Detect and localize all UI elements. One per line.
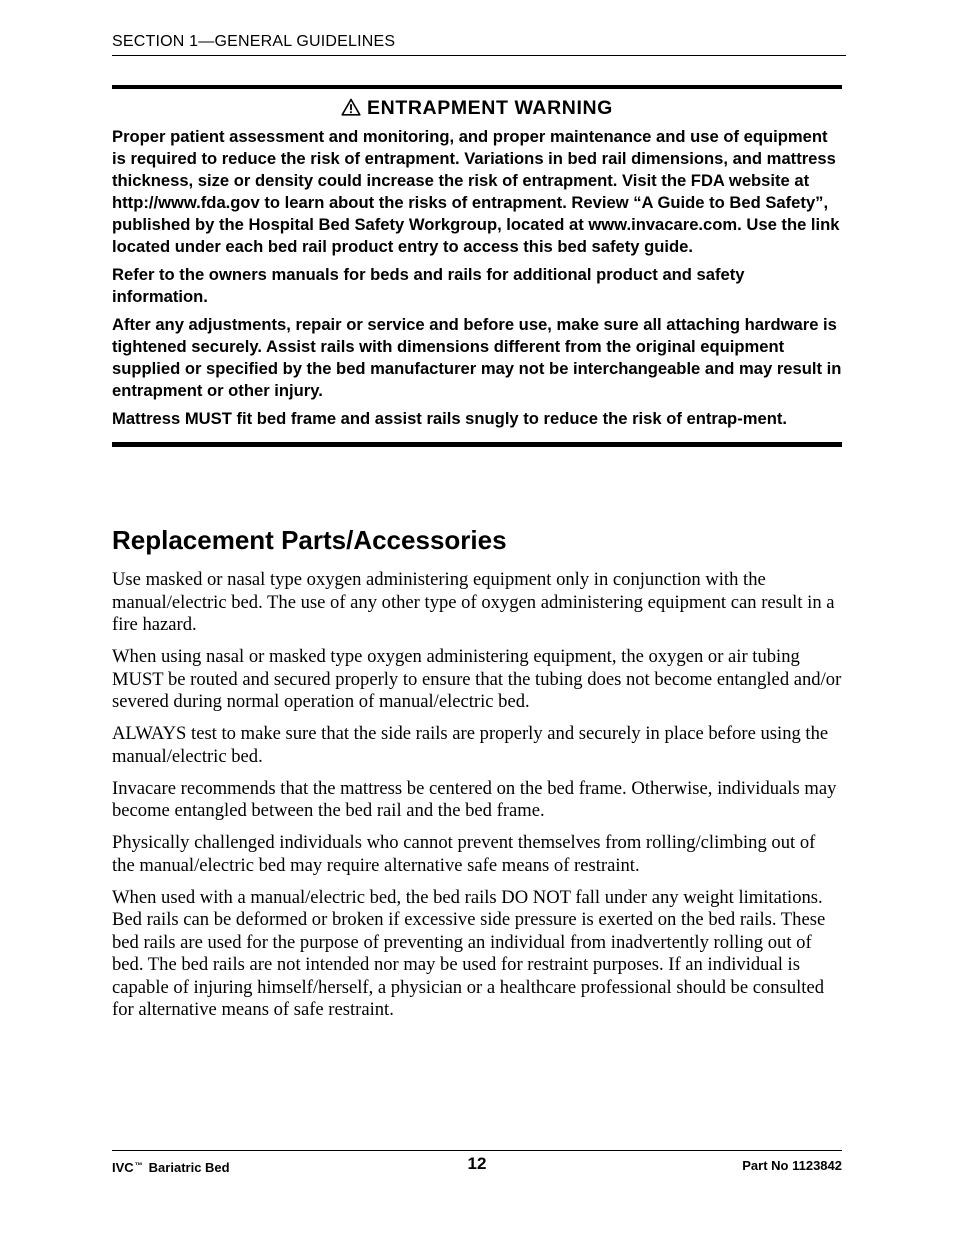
footer-divider <box>112 1150 842 1151</box>
product-name: IVC <box>112 1160 134 1175</box>
page-header <box>112 32 846 52</box>
section-heading: Replacement Parts/Accessories <box>112 525 507 555</box>
warning-heading <box>112 95 842 121</box>
warning-top-rule <box>112 85 842 89</box>
section-body <box>112 569 842 1031</box>
product-model: Bariatric Bed <box>148 1160 230 1175</box>
section-title: SECTION 1—GENERAL GUIDELINES <box>112 33 396 50</box>
body-paragraph: Invacare recommends that the mattress be centered on the bed frame. Otherwise, individuals may become entangled between the bed rail and the bed frame. <box>112 777 837 821</box>
warning-paragraph: Mattress MUST fit bed frame and assist rails snugly to reduce the risk of entrap-ment. <box>112 409 787 428</box>
warning-paragraph: Refer to the owners manuals for beds and rails for additional product and safety information. <box>112 265 745 306</box>
part-number: Part No 1123842 <box>742 1158 842 1173</box>
warning-bottom-rule <box>112 442 842 447</box>
body-paragraph: Use masked or nasal type oxygen administering equipment only in conjunction with the manual/electric bed. The use of any other type of oxygen administering equipment can result in a fire hazard. <box>112 569 835 635</box>
page-footer <box>112 1150 842 1180</box>
body-paragraph: Physically challenged individuals who cannot prevent themselves from rolling/climbing out of the manual/electric bed may require alternative safe means of restraint. <box>112 832 816 876</box>
warning-paragraph: After any adjustments, repair or service and before use, make sure all attaching hardware is tightened securely. Assist rails with dimensions different from the original equipment supplied or specified by the bed manufacturer may not be interchangeable and may result in entrapment or other injury. <box>112 315 842 400</box>
page-number: 12 <box>467 1154 487 1173</box>
body-paragraph: When used with a manual/electric bed, the bed rails DO NOT fall under any weight limitations. Bed rails can be deformed or broken if excessive side pressure is exerted on the bed rails. These bed rails are used for the purpose of preventing an individual from inadvertently rolling out of bed. The bed rails are not intended nor may be used for restraint purposes. If an individual is capable of injuring himself/herself, a physician or a healthcare professional should be consulted for alternative means of safe restraint. <box>112 886 826 1020</box>
body-paragraph: ALWAYS test to make sure that the side rails are properly and securely in place before using the manual/electric bed. <box>112 723 829 767</box>
warning-body <box>112 126 842 430</box>
warning-triangle-icon <box>341 98 361 116</box>
warning-title: ENTRAPMENT WARNING <box>367 97 613 119</box>
entrapment-warning-box <box>112 85 842 447</box>
warning-paragraph: Proper patient assessment and monitoring, and proper maintenance and use of equipment is required to reduce the risk of entrapment. Variations in bed rail dimensions, and mattress thickness, size or density could increase the risk of entrapment. Visit the FDA website at http://www.fda.gov to learn about the risks of entrapment. Review “A Guide to Bed Safety”, published by the Hospital Bed Safety Workgroup, located at www.invacare.com. Use the link located under each bed rail product entry to access this bed safety guide. <box>112 127 840 256</box>
header-divider <box>112 55 846 56</box>
body-paragraph: When using nasal or masked type oxygen administering equipment, the oxygen or air tubing MUST be routed and secured properly to ensure that the tubing does not become entangled and/or severed during normal operation of manual/electric bed. <box>112 646 842 712</box>
trademark-symbol: ™ <box>134 1161 143 1170</box>
